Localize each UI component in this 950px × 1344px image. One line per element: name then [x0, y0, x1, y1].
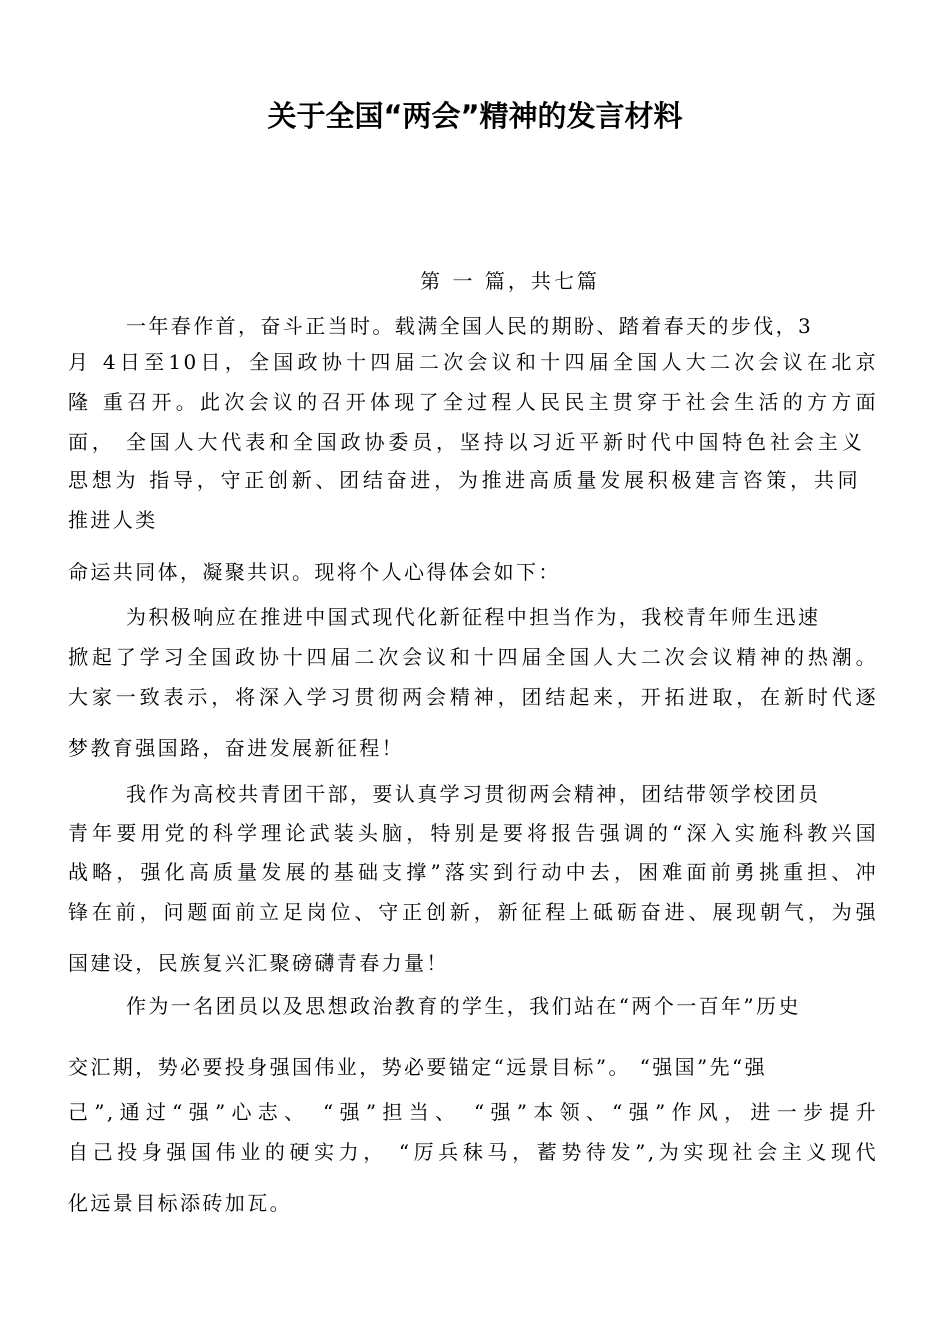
text-line: 梦教育强国路，奋进发展新征程！ — [68, 736, 404, 760]
text-line: 青年要用党的科学理论武装头脑，特别是要将报告强调的“深入实施科教兴国 — [68, 821, 878, 845]
text-line: 面， 全国人大代表和全国政协委员，坚持以习近平新时代中国特色社会主义 — [68, 430, 864, 454]
text-line: 一年春作首，奋斗正当时。载满全国人民的期盼、踏着春天的步伐，3 — [126, 314, 814, 338]
text-line: 推进人类 — [68, 508, 158, 532]
text-line: 思想为 指导，守正创新、团结奋进，为推进高质量发展积极建言咨策，共同 — [68, 468, 860, 492]
text-line: 月 4日至10日，全国政协十四届二次会议和十四届全国人大二次会议在北京 — [68, 350, 878, 374]
document-subtitle: 第 一 篇，共七篇 — [420, 269, 600, 293]
text-line: 为积极响应在推进中国式现代化新征程中担当作为，我校青年师生迅速 — [126, 605, 821, 629]
text-line: 命运共同体，凝聚共识。现将个人心得体会如下： — [68, 560, 561, 584]
text-line: 大家一致表示，将深入学习贯彻两会精神，团结起来，开拓进取，在新时代逐 — [68, 685, 878, 709]
text-line: 交汇期，势必要投身强国伟业，势必要锚定“远景目标”。 “强国”先“强 — [68, 1055, 768, 1079]
text-line: 自己投身强国伟业的硬实力， “厉兵秣马，蓄势待发”,为实现社会主义现代 — [68, 1140, 878, 1164]
text-line: 锋在前，问题面前立足岗位、守正创新，新征程上砥砺奋进、展现朝气，为强 — [68, 900, 878, 924]
text-line: 作为一名团员以及思想政治教育的学生，我们站在“两个一百年”历史 — [126, 994, 801, 1018]
text-line: 战略，强化高质量发展的基础支撑”落实到行动中去，困难面前勇挑重担、冲 — [68, 860, 878, 884]
text-line: 我作为高校共青团干部，要认真学习贯彻两会精神，团结带领学校团员 — [126, 782, 821, 806]
document-title: 关于全国“两会”精神的发言材料 — [267, 99, 683, 133]
text-line: 掀起了学习全国政协十四届二次会议和十四届全国人大二次会议精神的热潮。 — [68, 645, 878, 669]
text-line: 己”,通过“强”心志、 “强”担当、 “强”本领、“强”作风，进一步提升 — [68, 1100, 878, 1124]
text-line: 国建设，民族复兴汇聚磅礴青春力量！ — [68, 951, 449, 975]
text-line: 化远景目标添砖加瓦。 — [68, 1191, 292, 1215]
text-line: 隆 重召开。此次会议的召开体现了全过程人民民主贯穿于社会生活的方方面 — [68, 390, 878, 414]
